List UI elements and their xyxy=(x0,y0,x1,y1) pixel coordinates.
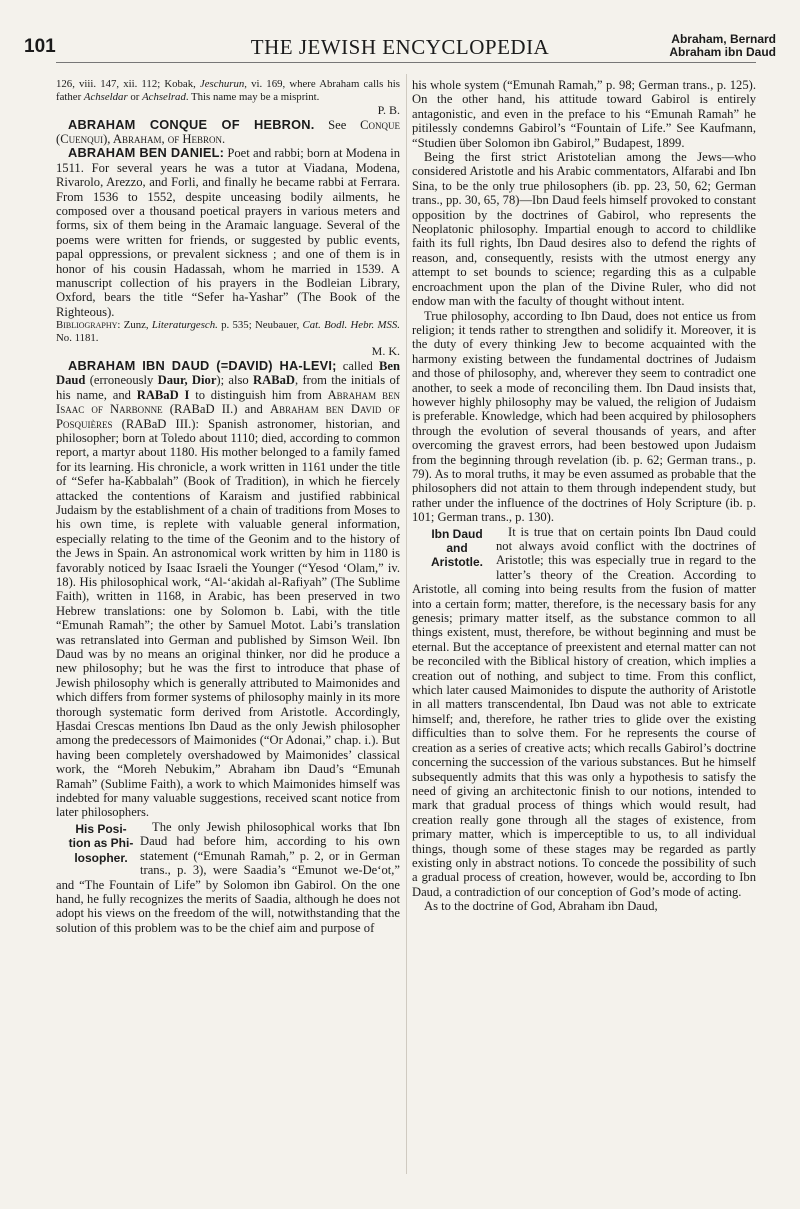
entry-title: ABRAHAM CONQUE OF HEBRON. xyxy=(68,116,315,132)
running-head-last: Abraham ibn Daud xyxy=(669,45,776,59)
page-header xyxy=(0,0,800,60)
entry-abraham-ibn-daud: ABRAHAM IBN DAUD (=DAVID) HA-LEVI; called Ben Daud (erroneously Daur, Dior); also RABaD, from the initials of his name, and RABaD I to distinguish him from Abraham ben Isaac of Narbonne (RABaD II.) and Abraham ben David of Posquières (RABaD III.): Spanish astronomer, historian, and philosopher; born at Toledo about 1110; died, according to common report, a martyr about 1180. His mother belonged to a family famed for its learning. His chronicle, a work written in 1161 under the title of “Sefer ha-Ḳabbalah” (Book of Tradition), in which he fiercely attacked the contentions of Karaism and justified rabbinical Judaism by the establishment of a chain of traditions from Moses to his own time, is replete with valuable general information, especially relating to the time of the Geonim and to the history of the Jews in Spain. An astronomical work written by him in 1180 is favorably noticed by Isaac Israeli the Younger (“Yesod ‘Olam,” iv. 18). His philosophical work, “Al-‘akidah al-Rafiyah” (The Sublime Faith), written in 1168, in Arabic, has been preserved in two Hebrew translations: one by Solomon b. Labi, with the title “Emunah Ramah”; the other by Samuel Motot. Labi’s translation was retranslated into German and published by Simson Weil. Ibn Daud was by no means an original thinker, nor did he produce a new philosophy; but he was the first to introduce that phase of Jewish philosophy which is generally attributed to Maimonides and which differs from former systems of philosophy mainly in its more thorough systematic form derived from Aristotle. Accordingly, Ḥasdai Crescas mentions Ibn Daud as the only Jewish philosopher among the predecessors of Maimonides (“Or Adonai,” chap. i.). But having been completely overshadowed by Maimonides’ classical work, the “Moreh Nebukim,” Abraham ibn Daud’s “Emunah Ramah” (Sublime Faith), a work to which Maimonides himself was indebted for many valuable suggestions, received scant notice from later philosophers. xyxy=(56,357,401,820)
paragraph: Being the first strict Aristotelian among the Jews—who considered Aristotle and his Arabic commentators, Alfarabi and Ibn Sina, to be the only true philosophers (ib. pp. 23, 50, 62; German trans., pp. 30, 65, 78)—Ibn Daud feels himself provoked to constant opposition by the doctrines of Gabirol, who represents the Neoplatonic philosophy. Impartial enough to accord to childlike faith its full rights, Ibn Daud desires also to defend the rights of reason, and, consequently, resists with the utmost energy any attempt to set bounds to science; regarding this as a culpable encroachment upon the plan of the Divine Ruler, who did not endow man with the faculty of thought without intent. xyxy=(412,150,756,309)
paragraph: Ibn Daud and Aristotle. It is true that on certain points Ibn Daud could not always avoid conflict with the doctrines of Aristotle; this was especially true in regard to the latter’s theory of the Creation. According to Aristotle, all coming into being results from the fusion of matter into a certain form; matter, therefore, is the necessary basis for any genesis; primary matter itself, as the substance common to all things existent, must, therefore, be without beginning and must be eternal. But the acceptance of preexistent and eternal matter can not be reconciled with the Biblical history of creation, which implies a creation out of nothing, and subject to time. From this conflict, which later caused Maimonides to dispute the authority of Aristotle in all matters transcendental, Ibn Daud was not able to extricate himself; and, therefore, he rather tries to glide over the existing difficulties than to solve them. For he represents the course of creation as a series of creative acts; which recalls Gabirol’s doctrine concerning the succession of the various substances. But he himself subsequently admits that this was only a hypothesis to satisfy the need of giving an architectonic finish to our notions, intended to mark that gradual process of things which would result, had creation really gone through all the stages of existence, from primary matter, which is imperceptible to us, to all individual things, though some of these stages may be regarded as partly existing only in abstract notions. To concede the possibility of such a gradual process of creation, however, would be, according to Ibn Daud, a contradiction of our conception of God’s mode of acting. xyxy=(412,524,756,899)
paragraph: As to the doctrine of God, Abraham ibn Daud, xyxy=(424,899,658,914)
paragraph: his whole system (“Emunah Ramah,” p. 98; German trans., p. 125). On the other hand, his attitude toward Gabirol is entirely antagonistic, and even in the preface to his “Emunah Ramah” he pitilessly condemns Gabirol’s “Fountain of Life.” See Kaufmann, “Studien über Solomon ibn Gabirol,” Budapest, 1899. xyxy=(412,78,756,150)
running-head-first: Abraham, Bernard xyxy=(671,32,776,46)
entry-title: ABRAHAM IBN DAUD (=DAVID) HA-LEVI; xyxy=(68,357,337,373)
running-heads xyxy=(669,33,776,59)
bibliography: Bibliography: Zunz, Literaturgesch. p. 535; Neubauer, Cat. Bodl. Hebr. MSS. No. 1181. xyxy=(56,319,400,344)
author-signature: M. K. xyxy=(371,344,400,359)
cross-reference-link[interactable]: Abraham ben Isaac of Narbonne xyxy=(56,387,400,417)
side-heading-aristotle: Ibn Daud and Aristotle. xyxy=(430,526,483,570)
paragraph: True philosophy, according to Ibn Daud, does not entice us from religion; it tends rather to strengthen and solidify it. Moreover, it is the duty of every thinking Jew to become acquainted with the harmony existing between the fundamental doctrines of Judaism and those of philosophy, and, wherever they seem to contradict one another, to seek a mode of reconciling them. Ibn Daud insists that, however highly philosophy may be valued, the religion of Judaism is preferable. Knowledge, which had been acquired by philosophers through the evolution of several thousands of years, and after overcoming the gravest errors, had been bestowed upon Judaism from the beginning through revelation (ib. p. 62; German trans., p. 79). As to moral truths, it may be even assumed as probable that the philosophers did not attain to them through independent study, but rather under the influence of the doctrines of Holy Scripture (ib. p. 101; German trans., p. 130). xyxy=(412,308,756,525)
right-column xyxy=(412,78,756,914)
entry-abraham-conque: ABRAHAM CONQUE OF HEBRON. See Conque (Cuenqui), Abraham, of Hebron. xyxy=(56,116,400,146)
page-number: 101 xyxy=(24,36,56,57)
author-signature: P. B. xyxy=(377,103,400,118)
entry-title: ABRAHAM BEN DANIEL: xyxy=(68,145,225,161)
left-column xyxy=(56,78,400,935)
continued-bibliography: 126, viii. 147, xii. 112; Kobak, Jeschurun, vi. 169, where Abraham calls his father Achseldar or Achselrad. This name may be a misprint. xyxy=(56,78,400,103)
entry-abraham-ben-daniel: ABRAHAM BEN DANIEL: Poet and rabbi; born at Modena in 1511. For several years he was a tutor at Viadana, Modena, Rivarolo, Arezzo, and Forli, and finally he became rabbi at Ferrara. From 1536 to 1552, despite unceasing bodily ailments, he composed over a thousand poetical prayers in various meters and forms, six of them being in the Aramaic language. Several of the poems were written for friends, or suggested by public events, papal oppressions, or prevalent sickness ; and one of them is in honor of his cousin Hadassah, whom he married in 1539. A manuscript collection of his prayers in the Bodleian Library, Oxford, bears the title “Sefer ha-Yashar” (The Book of the Righteous). xyxy=(56,145,400,319)
cross-reference-link[interactable]: Conque (Cuenqui), Abraham, of Hebron. xyxy=(56,117,400,146)
column-divider xyxy=(406,74,407,1174)
paragraph: His Posi- tion as Phi- losopher. The only Jewish philosophical works that Ibn Daud had before him, according to his own statement (“Emunah Ramah,” p. 2, or in German trans., p. 3), were Saadia’s “Emunot we-De‘ot,” and “The Fountain of Life” by Solomon ibn Gabirol. On the one hand, he fully recognizes the merits of Saadia, although he does not adopt his views on the freedom of the will, notwithstanding that the solution of this problem was to be the chief aim and purpose of xyxy=(56,819,400,935)
cross-reference-link[interactable]: Abraham ben David of Posquières xyxy=(56,402,401,431)
side-heading-position: His Posi- tion as Phi- losopher. xyxy=(68,821,134,865)
running-title: THE JEWISH ENCYCLOPEDIA xyxy=(250,35,550,59)
header-rule xyxy=(56,62,756,63)
